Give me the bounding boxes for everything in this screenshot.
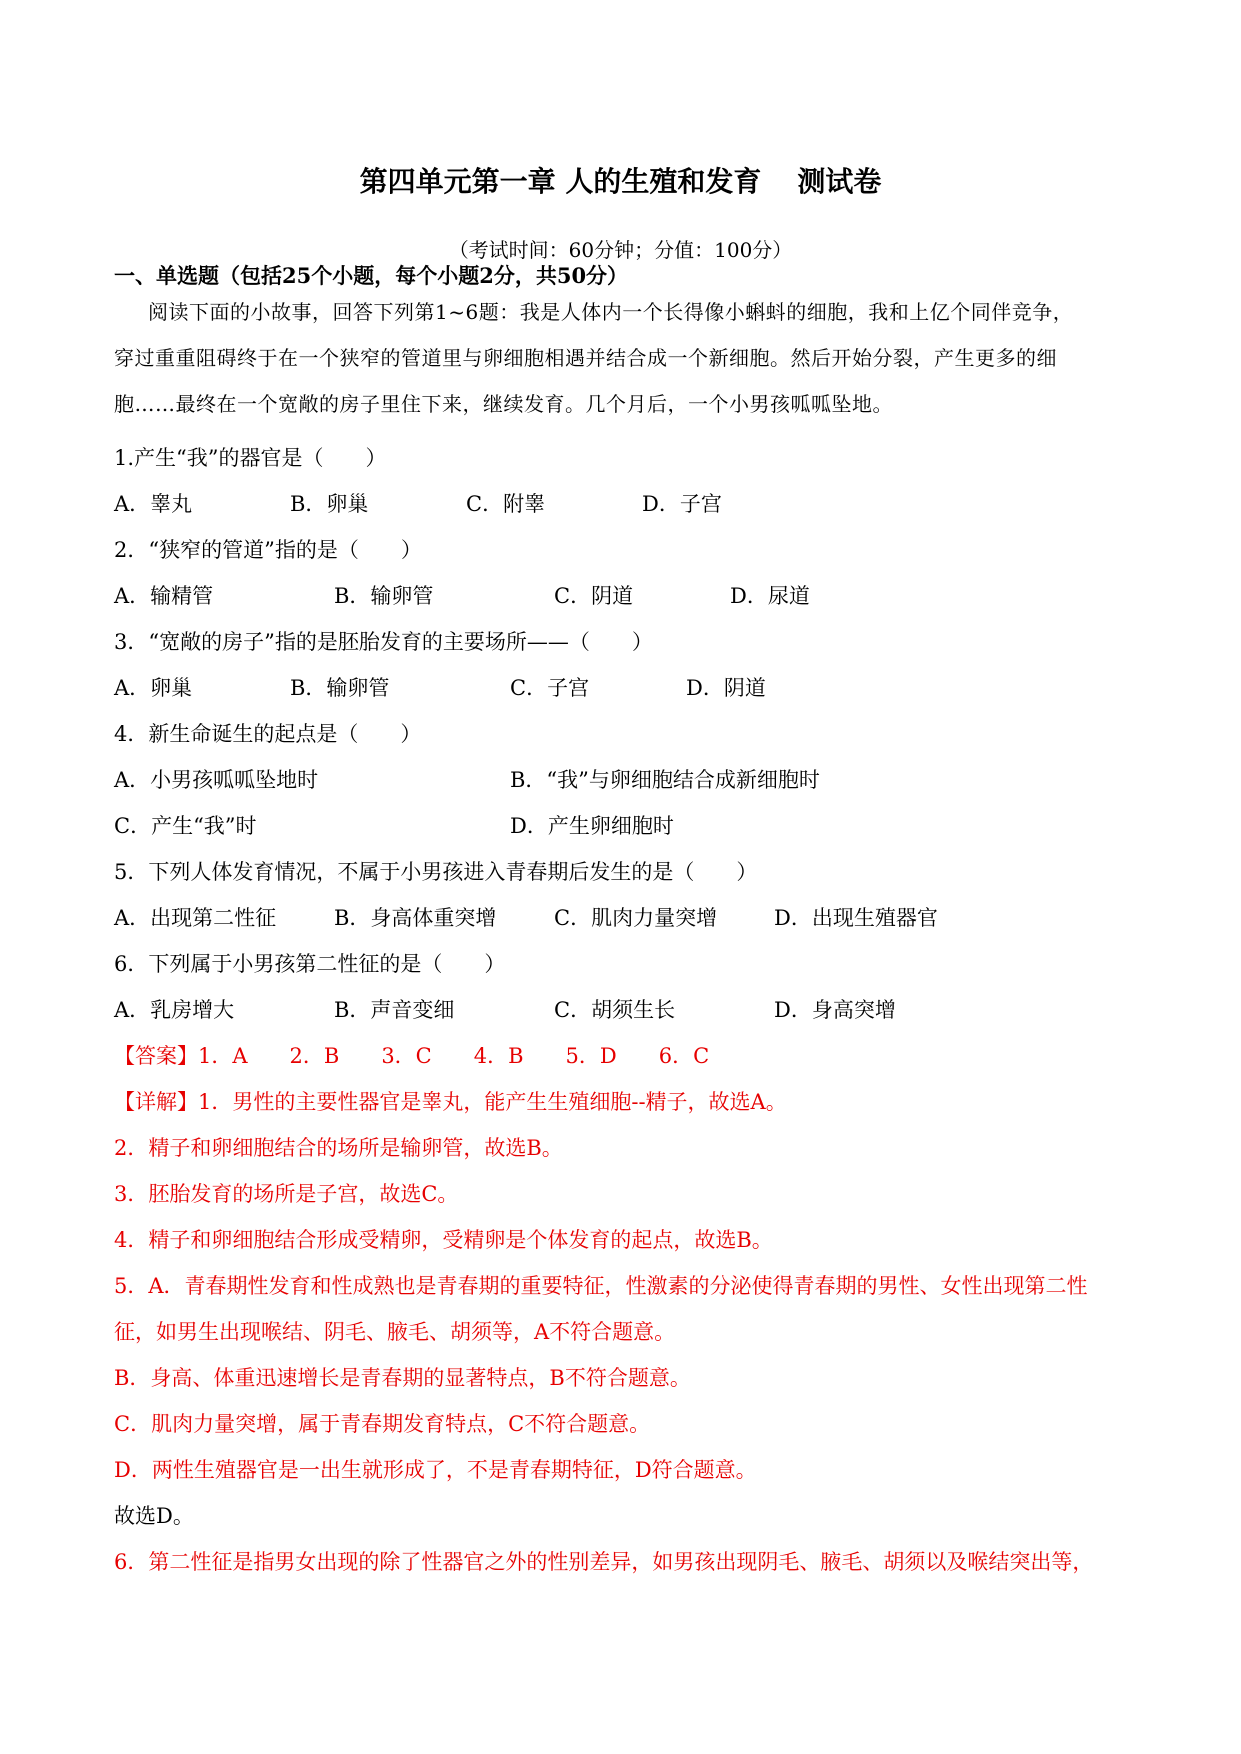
detail-line — [114, 1088, 787, 1116]
option: B．卵巢 — [290, 492, 369, 516]
option: B．输卵管 — [290, 676, 390, 700]
option: B．声音变细 — [334, 998, 455, 1022]
option: B．身高体重突增 — [334, 906, 497, 930]
option: D．阴道 — [686, 676, 766, 700]
option: D．子宫 — [642, 492, 722, 516]
detail-line: B．身高、体重迅速增长是青春期的显著特点，B不符合题意。 — [114, 1366, 691, 1390]
option: A．卵巢 — [114, 676, 193, 700]
option: A．睾丸 — [114, 492, 193, 516]
option: D．身高突增 — [774, 998, 896, 1022]
detail-text: 1．男性的主要性器官是睾丸，能产生生殖细胞--精子，故选A。 — [198, 1090, 787, 1114]
option: D．产生卵细胞时 — [510, 814, 674, 838]
question-stem: 3．“宽敞的房子”指的是胚胎发育的主要场所——（ ） — [114, 630, 653, 654]
answer-line — [114, 1042, 709, 1070]
option: C．附睾 — [466, 492, 546, 516]
detail-line: 2．精子和卵细胞结合的场所是输卵管，故选B。 — [114, 1136, 563, 1160]
detail-line: 5．A．青春期性发育和性成熟也是青春期的重要特征，性激素的分泌使得青春期的男性、女性出现第二性 — [114, 1274, 1088, 1298]
detail-line: 4．精子和卵细胞结合形成受精卵，受精卵是个体发育的起点，故选B。 — [114, 1228, 773, 1252]
option: C．阴道 — [554, 584, 634, 608]
option: C．肌肉力量突增 — [554, 906, 718, 930]
detail-line: 3．胚胎发育的场所是子宫，故选C。 — [114, 1182, 459, 1206]
question-stem: 5．下列人体发育情况，不属于小男孩进入青春期后发生的是（ ） — [114, 860, 758, 884]
page-title — [0, 160, 1241, 200]
detail-line: 6．第二性征是指男女出现的除了性器官之外的性别差异，如男孩出现阴毛、腋毛、胡须以及喉结突出等， — [114, 1550, 1094, 1574]
intro-line: 胞……最终在一个宽敞的房子里住下来，继续发育。几个月后，一个小男孩呱呱坠地。 — [114, 392, 893, 416]
detail-tag: 【详解】 — [114, 1090, 198, 1114]
question-stem: 2．“狭窄的管道”指的是（ ） — [114, 538, 422, 562]
option: B．“我”与卵细胞结合成新细胞时 — [510, 768, 820, 792]
title-suffix: 测试卷 — [797, 165, 882, 198]
exam-info: （考试时间：60分钟；分值：100分） — [448, 238, 793, 262]
detail-line: 征，如男生出现喉结、阴毛、腋毛、胡须等，A不符合题意。 — [114, 1320, 676, 1344]
question-stem: 4．新生命诞生的起点是（ ） — [114, 722, 422, 746]
detail-line: 故选D。 — [114, 1504, 194, 1528]
detail-line: D．两性生殖器官是一出生就形成了，不是青春期特征，D符合题意。 — [114, 1458, 757, 1482]
option: A．出现第二性征 — [114, 906, 277, 930]
detail-line: C．肌肉力量突增，属于青春期发育特点，C不符合题意。 — [114, 1412, 651, 1436]
option: A．小男孩呱呱坠地时 — [114, 768, 319, 792]
option: A．输精管 — [114, 584, 214, 608]
question-stem: 1.产生“我”的器官是（ ） — [114, 446, 387, 470]
option: C．胡须生长 — [554, 998, 676, 1022]
question-stem: 6．下列属于小男孩第二性征的是（ ） — [114, 952, 506, 976]
title-main: 第四单元第一章 人的生殖和发育 — [359, 165, 762, 198]
option: A．乳房增大 — [114, 998, 235, 1022]
option: D．尿道 — [730, 584, 810, 608]
option: C．产生“我”时 — [114, 814, 257, 838]
option: C．子宫 — [510, 676, 590, 700]
option: D．出现生殖器官 — [774, 906, 938, 930]
answer-tag: 【答案】 — [114, 1044, 198, 1068]
intro-line: 阅读下面的小故事，回答下列第1~6题：我是人体内一个长得像小蝌蚪的细胞，我和上亿个同伴竞争， — [148, 300, 1074, 324]
option: B．输卵管 — [334, 584, 434, 608]
section-heading: 一、单选题（包括25个小题，每个小题2分，共50分） — [114, 263, 629, 288]
answer-values: 1．A 2．B 3．C 4．B 5．D 6．C — [198, 1044, 710, 1068]
intro-line: 穿过重重阻碍终于在一个狭窄的管道里与卵细胞相遇并结合成一个新细胞。然后开始分裂，产生更多的细 — [114, 346, 1057, 370]
